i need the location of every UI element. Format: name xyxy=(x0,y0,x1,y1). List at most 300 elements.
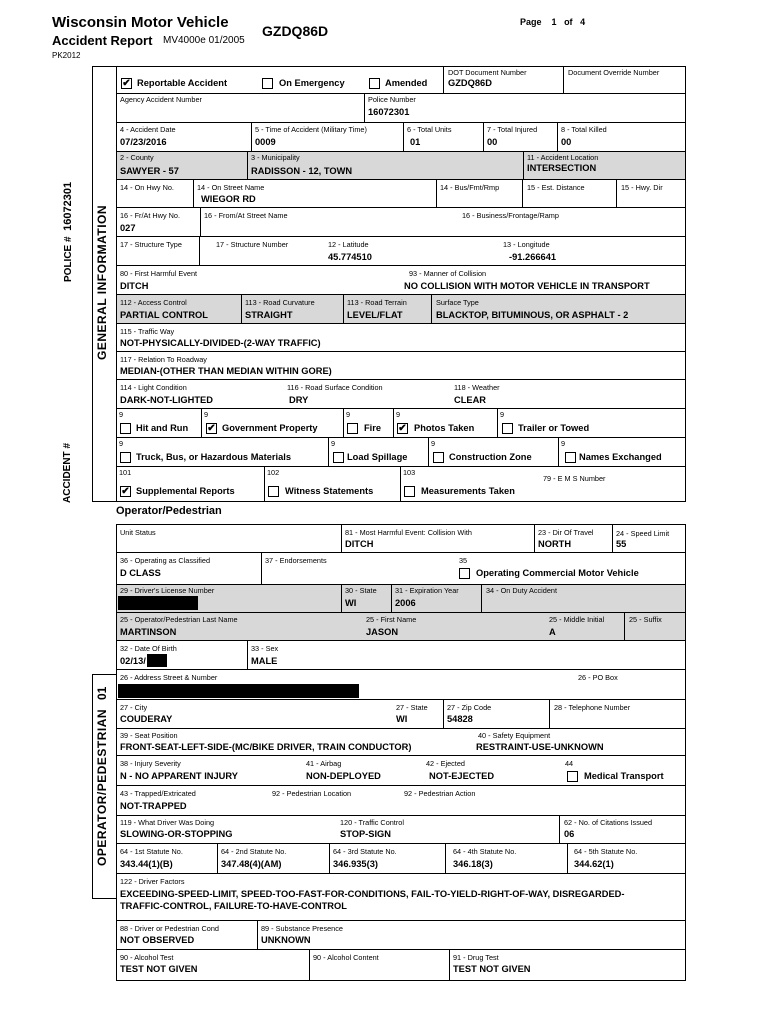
statute-3-value: 346.935(3) xyxy=(333,859,378,869)
endorsements-label: 37 - Endorsements xyxy=(265,556,327,565)
dot-number-label: DOT Document Number xyxy=(448,68,527,77)
latitude-value: 45.774510 xyxy=(328,252,372,262)
row-flags-1 xyxy=(116,408,686,438)
trapped-value: NOT-TRAPPED xyxy=(120,801,187,811)
page-of: of xyxy=(564,17,573,27)
amended-checkbox[interactable] xyxy=(369,78,380,89)
cell-expiration xyxy=(391,585,481,612)
row-driver-cond xyxy=(116,920,686,950)
harm-collision-label: 81 - Most Harmful Event: Collision With xyxy=(345,528,472,537)
traffic-way-value: NOT-PHYSICALLY-DIVIDED-(2-WAY TRAFFIC) xyxy=(120,338,321,348)
po-box-label: 26 - PO Box xyxy=(578,673,618,682)
row-address xyxy=(116,669,686,700)
medical-num: 44 xyxy=(565,759,574,768)
address-redaction xyxy=(118,684,359,698)
on-street-label: 14 - On Street Name xyxy=(197,183,265,192)
trapped-label: 43 - Trapped/Extricated xyxy=(120,789,196,798)
gov-property-checkbox[interactable]: ✔ xyxy=(207,423,216,434)
row-county xyxy=(116,151,686,180)
road-terrain-label: 113 - Road Terrain xyxy=(347,298,407,307)
row-traffic-way xyxy=(116,323,686,352)
cell-road-surface xyxy=(284,380,447,408)
on-emergency-checkbox[interactable] xyxy=(262,78,273,89)
spillage-label: Load Spillage xyxy=(347,452,408,462)
cell-trailer xyxy=(497,409,685,437)
road-terrain-value: LEVEL/FLAT xyxy=(347,310,403,320)
page-number: 1 xyxy=(551,17,557,27)
form-subtitle: Accident Report xyxy=(52,33,153,48)
statute-4-label: 64 - 4th Statute No. xyxy=(453,847,517,856)
form-number: MV4000e 01/2005 xyxy=(163,35,245,46)
flag-num: 9 xyxy=(396,410,401,419)
cell-medical xyxy=(561,756,685,785)
reportable-label: Reportable Accident xyxy=(137,78,228,88)
longitude-value: -91.266641 xyxy=(509,252,557,262)
address-label: 26 - Address Street & Number xyxy=(120,673,218,682)
row-alcohol xyxy=(116,949,686,981)
row-statutes xyxy=(116,843,686,874)
light-condition-label: 114 - Light Condition xyxy=(120,383,187,392)
witness-label: Witness Statements xyxy=(285,486,374,496)
supplemental-checkbox[interactable]: ✔ xyxy=(121,486,130,497)
business-frontage-label: 16 - Business/Frontage/Ramp xyxy=(462,211,559,220)
cell-license-state xyxy=(341,585,391,612)
cell-est-distance xyxy=(522,180,616,207)
row-from-at xyxy=(116,207,686,237)
ped-action-label: 92 - Pedestrian Action xyxy=(404,789,476,798)
row-road xyxy=(116,294,686,324)
hwy-dir-label: 15 - Hwy. Dir xyxy=(621,183,663,192)
trailer-checkbox[interactable] xyxy=(502,423,513,434)
operator-number: 01 xyxy=(95,686,109,700)
cell-endorsements xyxy=(261,553,455,584)
medical-label: Medical Transport xyxy=(584,771,664,781)
cell-phone xyxy=(549,700,685,728)
alcohol-test-label: 90 - Alcohol Test xyxy=(120,953,174,962)
driver-factors-value-2: TRAFFIC-CONTROL, FAILURE-TO-HAVE-CONTROL xyxy=(120,901,347,911)
surface-type-label: Surface Type xyxy=(436,298,479,307)
police-side-label xyxy=(62,182,74,282)
accident-date-value: 07/23/2016 xyxy=(120,137,167,147)
flag-num: 9 xyxy=(119,410,124,419)
driver-factors-value-1: EXCEEDING-SPEED-LIMIT, SPEED-TOO-FAST-FOR-CONDITIONS, FAIL-TO-YIELD-RIGHT-OF-WAY, DISREGARDED- xyxy=(120,889,625,899)
cell-speed-limit xyxy=(612,525,685,552)
cell-business xyxy=(458,208,685,236)
police-number-value: 16072301 xyxy=(368,107,410,117)
license-redaction xyxy=(118,596,198,610)
row-conditions xyxy=(116,379,686,409)
classified-label: 36 - Operating as Classified xyxy=(120,556,211,565)
last-name-label: 25 - Operator/Pedestrian Last Name xyxy=(120,615,238,624)
cell-latitude xyxy=(325,237,685,265)
police-value: 16072301 xyxy=(62,181,74,231)
row-injury xyxy=(116,755,686,786)
seat-position-value: FRONT-SEAT-LEFT-SIDE-(MC/BIKE DRIVER, TRAIN CONDUCTOR) xyxy=(120,742,412,752)
cell-total-units xyxy=(403,123,483,151)
cell-location xyxy=(523,152,685,179)
city-label: 27 - City xyxy=(120,703,148,712)
access-control-value: PARTIAL CONTROL xyxy=(120,310,208,320)
gov-property-label: Government Property xyxy=(222,423,318,433)
citations-label: 62 - No. of Citations Issued xyxy=(564,818,653,827)
statute-2-label: 64 - 2nd Statute No. xyxy=(221,847,287,856)
reportable-checkbox[interactable]: ✔ xyxy=(122,78,131,89)
airbag-label: 41 - Airbag xyxy=(306,759,342,768)
cell-total-killed xyxy=(557,123,685,151)
cell-structure-number xyxy=(199,237,325,265)
cell-municipality xyxy=(247,152,523,179)
statute-4-value: 346.18(3) xyxy=(453,859,493,869)
row-name xyxy=(116,612,686,641)
structure-number-label: 17 - Structure Number xyxy=(216,240,289,249)
speed-limit-label: 24 - Speed Limit xyxy=(616,529,670,538)
bus-fmt-label: 14 - Bus/Fmt/Rmp xyxy=(440,183,500,192)
statute-1-value: 343.44(1)(B) xyxy=(120,859,173,869)
driver-doing-label: 119 - What Driver Was Doing xyxy=(120,818,215,827)
dob-year-redaction xyxy=(147,654,167,667)
cell-statute-4 xyxy=(445,844,567,873)
zip-label: 27 - Zip Code xyxy=(447,703,492,712)
page-indicator xyxy=(520,17,585,27)
cell-middle-initial xyxy=(546,613,624,640)
cell-construction xyxy=(428,438,558,466)
ems-number-label: 79 - E M S Number xyxy=(543,474,606,483)
cell-statute-3 xyxy=(329,844,445,873)
weather-label: 118 - Weather xyxy=(454,383,500,392)
longitude-label: 13 - Longitude xyxy=(503,240,550,249)
driver-cond-label: 88 - Driver or Pedestrian Cond xyxy=(120,924,219,933)
measurements-checkbox[interactable] xyxy=(404,486,415,497)
suffix-label: 25 - Suffix xyxy=(629,615,662,624)
on-emergency-label: On Emergency xyxy=(279,78,345,88)
weather-value: CLEAR xyxy=(454,395,487,405)
construction-checkbox[interactable] xyxy=(433,452,444,463)
statute-5-value: 344.62(1) xyxy=(574,859,614,869)
fire-label: Fire xyxy=(364,423,382,433)
cell-statute-5 xyxy=(567,844,685,873)
cell-dot-document xyxy=(443,67,563,93)
middle-initial-label: 25 - Middle Initial xyxy=(549,615,605,624)
row-license xyxy=(116,584,686,613)
middle-initial-value: A xyxy=(549,627,556,637)
ejected-value: NOT-EJECTED xyxy=(429,771,495,781)
cell-witness xyxy=(264,467,400,501)
alcohol-content-label: 90 - Alcohol Content xyxy=(313,953,379,962)
expiration-value: 2006 xyxy=(395,598,416,608)
row-seat xyxy=(116,728,686,756)
cell-ped-location xyxy=(269,786,401,815)
cell-photos xyxy=(393,409,497,437)
municipality-value: RADISSON - 12, TOWN xyxy=(251,166,353,176)
ejected-label: 42 - Ejected xyxy=(426,759,465,768)
statute-3-label: 64 - 3rd Statute No. xyxy=(333,847,397,856)
fr-at-hwy-value: 027 xyxy=(120,223,136,233)
classified-value: D CLASS xyxy=(120,568,161,578)
cell-ped-action xyxy=(401,786,685,815)
form-title: Wisconsin Motor Vehicle xyxy=(52,14,229,31)
first-harmful-event-value: DITCH xyxy=(120,281,149,291)
cell-zip xyxy=(443,700,549,728)
accident-time-value: 0009 xyxy=(255,137,276,147)
first-harmful-event-label: 80 - First Harmful Event xyxy=(120,269,198,278)
cell-ems xyxy=(540,467,685,501)
cell-substance xyxy=(257,921,685,949)
construction-label: Construction Zone xyxy=(449,452,532,462)
row-on-street xyxy=(116,179,686,208)
cell-statute-2 xyxy=(217,844,329,873)
statute-2-value: 347.48(4)(AM) xyxy=(221,859,282,869)
row-flags-2 xyxy=(116,437,686,467)
operator-section-title: Operator/Pedestrian xyxy=(116,505,222,517)
cell-drug-test xyxy=(449,950,685,980)
cell-police-number xyxy=(364,94,685,122)
accident-location-value: INTERSECTION xyxy=(527,163,597,173)
dir-travel-label: 23 - Dir Of Travel xyxy=(538,528,594,537)
driver-factors-label: 122 - Driver Factors xyxy=(120,877,185,886)
commercial-checkbox[interactable] xyxy=(459,568,470,579)
driver-cond-value: NOT OBSERVED xyxy=(120,935,195,945)
alcohol-test-value: TEST NOT GIVEN xyxy=(120,964,198,974)
cell-suffix xyxy=(624,613,685,640)
row-dob xyxy=(116,640,686,670)
flag-num-101: 101 xyxy=(119,468,132,477)
license-state-value: WI xyxy=(345,598,357,608)
row-harmful-event xyxy=(116,265,686,295)
truck-label: Truck, Bus, or Hazardous Materials xyxy=(136,452,291,462)
injury-severity-value: N - NO APPARENT INJURY xyxy=(120,771,238,781)
on-hwy-label: 14 - On Hwy No. xyxy=(120,183,174,192)
page-total: 4 xyxy=(580,17,586,27)
cell-commercial xyxy=(455,553,685,584)
statute-1-label: 64 - 1st Statute No. xyxy=(120,847,183,856)
row-flags-3 xyxy=(116,466,686,502)
citations-value: 06 xyxy=(564,829,575,839)
names-label: Names Exchanged xyxy=(579,452,662,462)
road-curvature-value: STRAIGHT xyxy=(245,310,293,320)
traffic-way-label: 115 - Traffic Way xyxy=(120,327,175,336)
injury-severity-label: 38 - Injury Severity xyxy=(120,759,181,768)
unit-status-label: Unit Status xyxy=(120,528,156,537)
flag-num: 9 xyxy=(331,439,336,448)
license-label: 29 - Driver's License Number xyxy=(120,586,215,595)
road-surface-label: 116 - Road Surface Condition xyxy=(287,383,383,392)
drug-test-label: 91 - Drug Test xyxy=(453,953,499,962)
total-units-label: 6 - Total Units xyxy=(407,125,452,134)
page-label: Page xyxy=(520,17,542,27)
total-killed-value: 00 xyxy=(561,137,572,147)
cell-airbag xyxy=(303,756,423,785)
manner-collision-label: 93 - Manner of Collision xyxy=(409,269,487,278)
total-units-value: 01 xyxy=(410,137,421,147)
cell-weather xyxy=(447,380,685,408)
document-id: GZDQ86D xyxy=(262,23,329,39)
row-unit-status xyxy=(116,524,686,553)
zip-value: 54828 xyxy=(447,714,473,724)
drug-test-value: TEST NOT GIVEN xyxy=(453,964,531,974)
cell-time xyxy=(251,123,403,151)
accident-side-label: ACCIDENT # xyxy=(62,442,73,503)
cell-alcohol-content xyxy=(309,950,449,980)
speed-limit-value: 55 xyxy=(616,539,627,549)
on-street-value: WIEGOR RD xyxy=(201,194,256,204)
photos-checkbox[interactable]: ✔ xyxy=(398,423,407,434)
sex-value: MALE xyxy=(251,656,278,666)
traffic-control-label: 120 - Traffic Control xyxy=(340,818,404,827)
witness-checkbox[interactable] xyxy=(268,486,279,497)
road-surface-value: DRY xyxy=(289,395,309,405)
row-class xyxy=(116,552,686,585)
city-state-label: 27 - State xyxy=(396,703,428,712)
from-street-label: 16 - From/At Street Name xyxy=(204,211,288,220)
structure-type-label: 17 - Structure Type xyxy=(120,240,182,249)
relation-roadway-label: 117 - Relation To Roadway xyxy=(120,355,207,364)
accident-location-label: 11 - Accident Location xyxy=(527,153,599,162)
flag-num: 9 xyxy=(561,439,566,448)
safety-equipment-value: RESTRAINT-USE-UNKNOWN xyxy=(476,742,604,752)
county-value: SAWYER - 57 xyxy=(120,166,179,176)
cell-override xyxy=(563,67,685,93)
cell-spillage xyxy=(328,438,428,466)
override-number-label: Document Override Number xyxy=(568,68,660,77)
cell-curvature xyxy=(241,295,343,323)
cell-measurements xyxy=(400,467,540,501)
cell-harm-collision xyxy=(341,525,534,552)
total-injured-value: 00 xyxy=(487,137,498,147)
on-duty-label: 34 - On Duty Accident xyxy=(486,586,557,595)
photos-label: Photos Taken xyxy=(414,423,475,433)
substance-label: 89 - Substance Presence xyxy=(261,924,343,933)
first-name-value: JASON xyxy=(366,627,399,637)
flag-num: 9 xyxy=(204,410,209,419)
truck-checkbox[interactable] xyxy=(120,452,131,463)
cell-safety xyxy=(471,729,685,755)
cell-names xyxy=(558,438,685,466)
flag-num: 9 xyxy=(119,439,124,448)
cell-dir-travel xyxy=(534,525,612,552)
police-number-label: Police Number xyxy=(368,95,416,104)
fr-at-hwy-label: 16 - Fr/At Hwy No. xyxy=(120,211,181,220)
cell-terrain xyxy=(343,295,431,323)
hit-run-checkbox[interactable] xyxy=(120,423,131,434)
general-information-label: GENERAL INFORMATION xyxy=(95,204,109,360)
commercial-label: Operating Commercial Motor Vehicle xyxy=(476,568,639,578)
row-date-time xyxy=(116,122,686,152)
dob-label: 32 - Date Of Birth xyxy=(120,644,177,653)
cell-fire xyxy=(343,409,393,437)
access-control-label: 112 - Access Control xyxy=(120,298,187,307)
row-city xyxy=(116,699,686,729)
amended-label: Amended xyxy=(385,78,428,88)
trailer-label: Trailer or Towed xyxy=(518,423,590,433)
est-distance-label: 15 - Est. Distance xyxy=(527,183,585,192)
cell-first-name xyxy=(363,613,546,640)
driver-doing-value: SLOWING-OR-STOPPING xyxy=(120,829,233,839)
cell-sex xyxy=(247,641,685,669)
cell-gov-property xyxy=(201,409,343,437)
supplemental-label: Supplemental Reports xyxy=(136,486,235,496)
hit-run-label: Hit and Run xyxy=(136,423,189,433)
cell-po-box xyxy=(572,670,685,699)
dir-travel-value: NORTH xyxy=(538,539,572,549)
substance-value: UNKNOWN xyxy=(261,935,311,945)
flag-num: 9 xyxy=(500,410,505,419)
city-state-value: WI xyxy=(396,714,408,724)
cell-citations xyxy=(559,816,685,843)
cell-manner xyxy=(404,266,685,294)
flag-num: 9 xyxy=(346,410,351,419)
operator-pedestrian-label: OPERATOR/PEDESTRIAN xyxy=(95,708,109,866)
cell-on-street xyxy=(193,180,436,207)
ped-location-label: 92 - Pedestrian Location xyxy=(272,789,352,798)
flag-num-103: 103 xyxy=(403,468,416,477)
row-agency xyxy=(116,93,686,123)
cell-total-injured xyxy=(483,123,557,151)
light-condition-value: DARK-NOT-LIGHTED xyxy=(120,395,213,405)
municipality-label: 3 - Municipality xyxy=(251,153,300,162)
sex-label: 33 - Sex xyxy=(251,644,279,653)
statute-5-label: 64 - 5th Statute No. xyxy=(574,847,638,856)
surface-type-value: BLACKTOP, BITUMINOUS, OR ASPHALT - 2 xyxy=(436,310,629,320)
commercial-num: 35 xyxy=(459,556,468,565)
row-driver-factors xyxy=(116,873,686,921)
spillage-checkbox[interactable] xyxy=(333,452,344,463)
phone-label: 28 - Telephone Number xyxy=(554,703,631,712)
safety-equipment-label: 40 - Safety Equipment xyxy=(478,731,551,740)
accident-time-label: 5 - Time of Accident (Military Time) xyxy=(255,125,367,134)
cell-bus-fmt xyxy=(436,180,522,207)
fire-checkbox[interactable] xyxy=(347,423,358,434)
cell-ejected xyxy=(423,756,561,785)
form-pk-code: PK2012 xyxy=(52,51,81,60)
cell-from-street xyxy=(200,208,458,236)
relation-roadway-value: MEDIAN-(OTHER THAN MEDIAN WITHIN GORE) xyxy=(120,366,332,376)
county-label: 2 - County xyxy=(120,153,154,162)
agency-number-label: Agency Accident Number xyxy=(120,95,202,104)
road-curvature-label: 113 - Road Curvature xyxy=(245,298,315,307)
dob-value: 02/13/ xyxy=(120,656,146,666)
flag-num: 9 xyxy=(431,439,436,448)
cell-hwy-dir xyxy=(616,180,685,207)
license-state-label: 30 - State xyxy=(345,586,377,595)
cell-surface xyxy=(431,295,685,323)
city-value: COUDERAY xyxy=(120,714,173,724)
latitude-label: 12 - Latitude xyxy=(328,240,369,249)
accident-date-label: 4 - Accident Date xyxy=(120,125,176,134)
cell-traffic-control xyxy=(337,816,559,843)
cell-on-duty xyxy=(481,585,685,612)
airbag-value: NON-DEPLOYED xyxy=(306,771,381,781)
total-killed-label: 8 - Total Killed xyxy=(561,125,607,134)
row-relation xyxy=(116,351,686,380)
last-name-value: MARTINSON xyxy=(120,627,177,637)
cell-city-state xyxy=(393,700,443,728)
row-driver-doing xyxy=(116,815,686,844)
traffic-control-value: STOP-SIGN xyxy=(340,829,391,839)
names-checkbox[interactable] xyxy=(565,452,576,463)
total-injured-label: 7 - Total Injured xyxy=(487,125,538,134)
medical-checkbox[interactable] xyxy=(567,771,578,782)
seat-position-label: 39 - Seat Position xyxy=(120,731,178,740)
police-label: POLICE # xyxy=(63,236,74,282)
measurements-label: Measurements Taken xyxy=(421,486,515,496)
harm-collision-value: DITCH xyxy=(345,539,374,549)
expiration-label: 31 - Expiration Year xyxy=(395,586,459,595)
row-structure xyxy=(116,236,686,266)
manner-collision-value: NO COLLISION WITH MOTOR VEHICLE IN TRANSPORT xyxy=(404,281,650,291)
dot-number-value: GZDQ86D xyxy=(448,78,492,88)
row-trapped xyxy=(116,785,686,816)
first-name-label: 25 - First Name xyxy=(366,615,417,624)
